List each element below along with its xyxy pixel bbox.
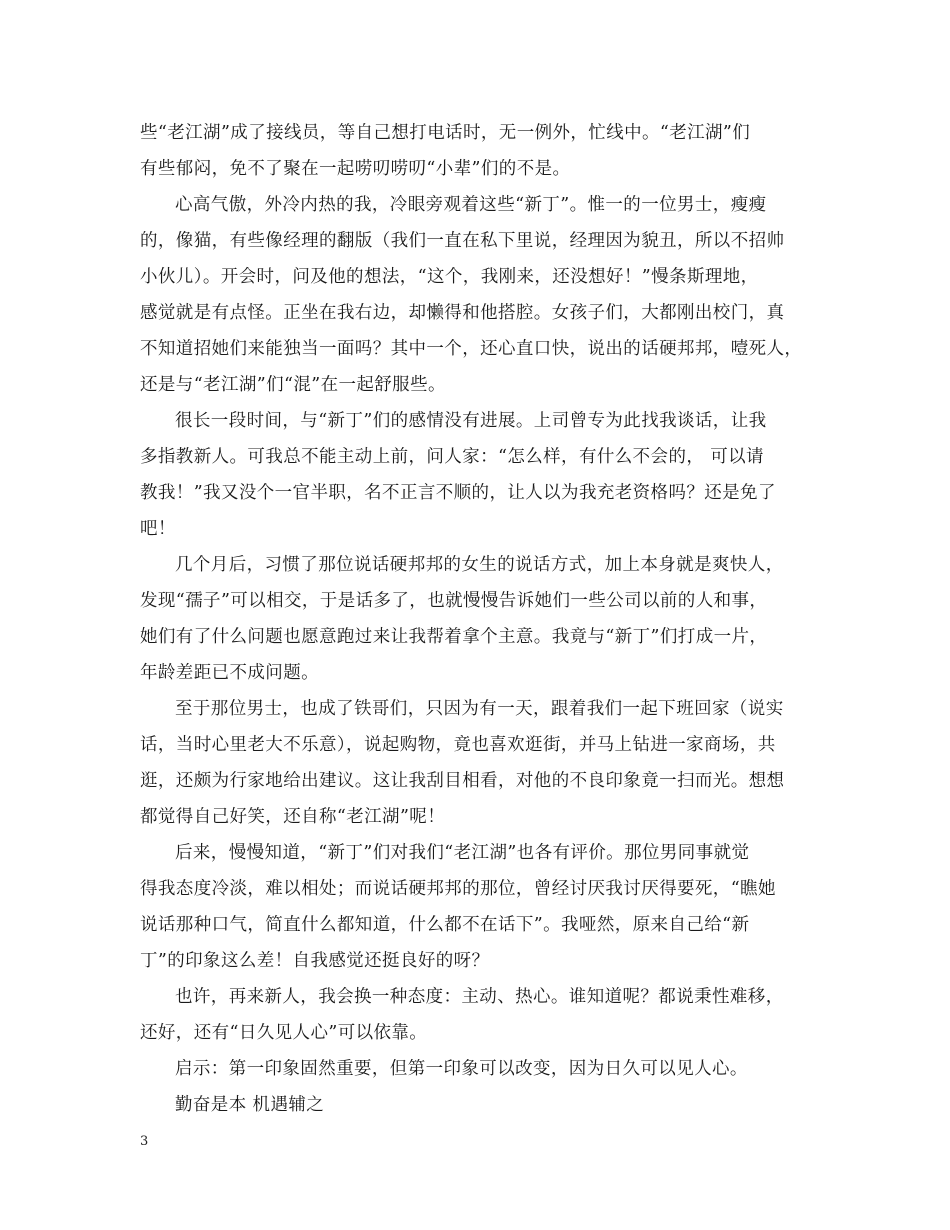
text-line: 说话那种口气，简直什么都知道，什么都不在话下”。我哑然，原来自己给“新 [140,915,750,935]
text-line: 还是与“老江湖”们“混”在一起舒服些。 [140,375,446,395]
text-line: 丁”的印象这么差！自我感觉还挺良好的呀？ [140,951,490,971]
text-line: 教我！”我又没个一官半职，名不正言不顺的，让人以为我充老资格吗？还是免了 [140,483,776,503]
text-line: 年龄差距已不成问题。 [140,663,319,683]
text-line: 都觉得自己好笑，还自称“老江湖”呢！ [140,807,446,827]
text-line: 小伙儿）。开会时，问及他的想法，“这个，我刚来，还没想好！”慢条斯理地， [140,267,759,287]
text-line: 几个月后，习惯了那位说话硬邦邦的女生的说话方式，加上本身就是爽快人， [175,555,784,575]
text-line: 感觉就是有点怪。正坐在我右边，却懒得和他搭腔。女孩子们，大都刚出校门，真 [140,303,785,323]
text-line: 启示：第一印象固然重要，但第一印象可以改变，因为日久可以见人心。 [175,1059,748,1079]
text-line: 还好，还有“日久见人心”可以依靠。 [140,1023,428,1043]
text-line: 吧！ [140,519,176,539]
text-line: 多指教新人。可我总不能主动上前，问人家：“怎么样，有什么不会的， 可以请 [140,447,764,467]
text-line: 的，像猫，有些像经理的翻版（我们一直在私下里说，经理因为貌丑，所以不招帅 [140,231,785,251]
text-line: 至于那位男士，也成了铁哥们，只因为有一天，跟着我们一起下班回家（说实 [175,699,784,719]
document-body [140,115,830,1123]
text-line: 得我态度冷淡，难以相处；而说话硬邦邦的那位，曾经讨厌我讨厌得要死，“瞧她 [140,879,776,899]
text-line: 话，当时心里老大不乐意），说起购物，竟也喜欢逛街，并马上钻进一家商场，共 [140,735,776,755]
text-line: 也许，再来新人，我会换一种态度：主动、热心。谁知道呢？都说秉性难移， [175,987,784,1007]
page-number: 3 [140,1134,149,1149]
text-line: 有些郁闷，免不了聚在一起唠叨唠叨“小辈”们的不是。 [140,159,571,179]
text-line: 不知道招她们来能独当一面吗？其中一个，还心直口快，说出的话硬邦邦，噎死人， [140,339,803,359]
text-line: 逛，还颇为行家地给出建议。这让我刮目相看，对他的不良印象竟一扫而光。想想 [140,771,785,791]
text-line: 勤奋是本 机遇辅之 [175,1095,325,1115]
text-line: 些“老江湖”成了接线员，等自己想打电话时，无一例外，忙线中。“老江湖”们 [140,123,751,143]
text-line: 她们有了什么问题也愿意跑过来让我帮着拿个主意。我竟与“新丁”们打成一片， [140,627,768,647]
text-line: 后来，慢慢知道，“新丁”们对我们“老江湖”也各有评价。那位男同事就觉 [175,843,750,863]
text-line: 心高气傲，外冷内热的我，冷眼旁观着这些“新丁”。惟一的一位男士，瘦瘦 [175,195,767,215]
text-line: 很长一段时间，与“新丁”们的感情没有进展。上司曾专为此找我谈话，让我 [175,411,767,431]
text-line: 发现“孺子”可以相交，于是话多了，也就慢慢告诉她们一些公司以前的人和事， [140,591,768,611]
